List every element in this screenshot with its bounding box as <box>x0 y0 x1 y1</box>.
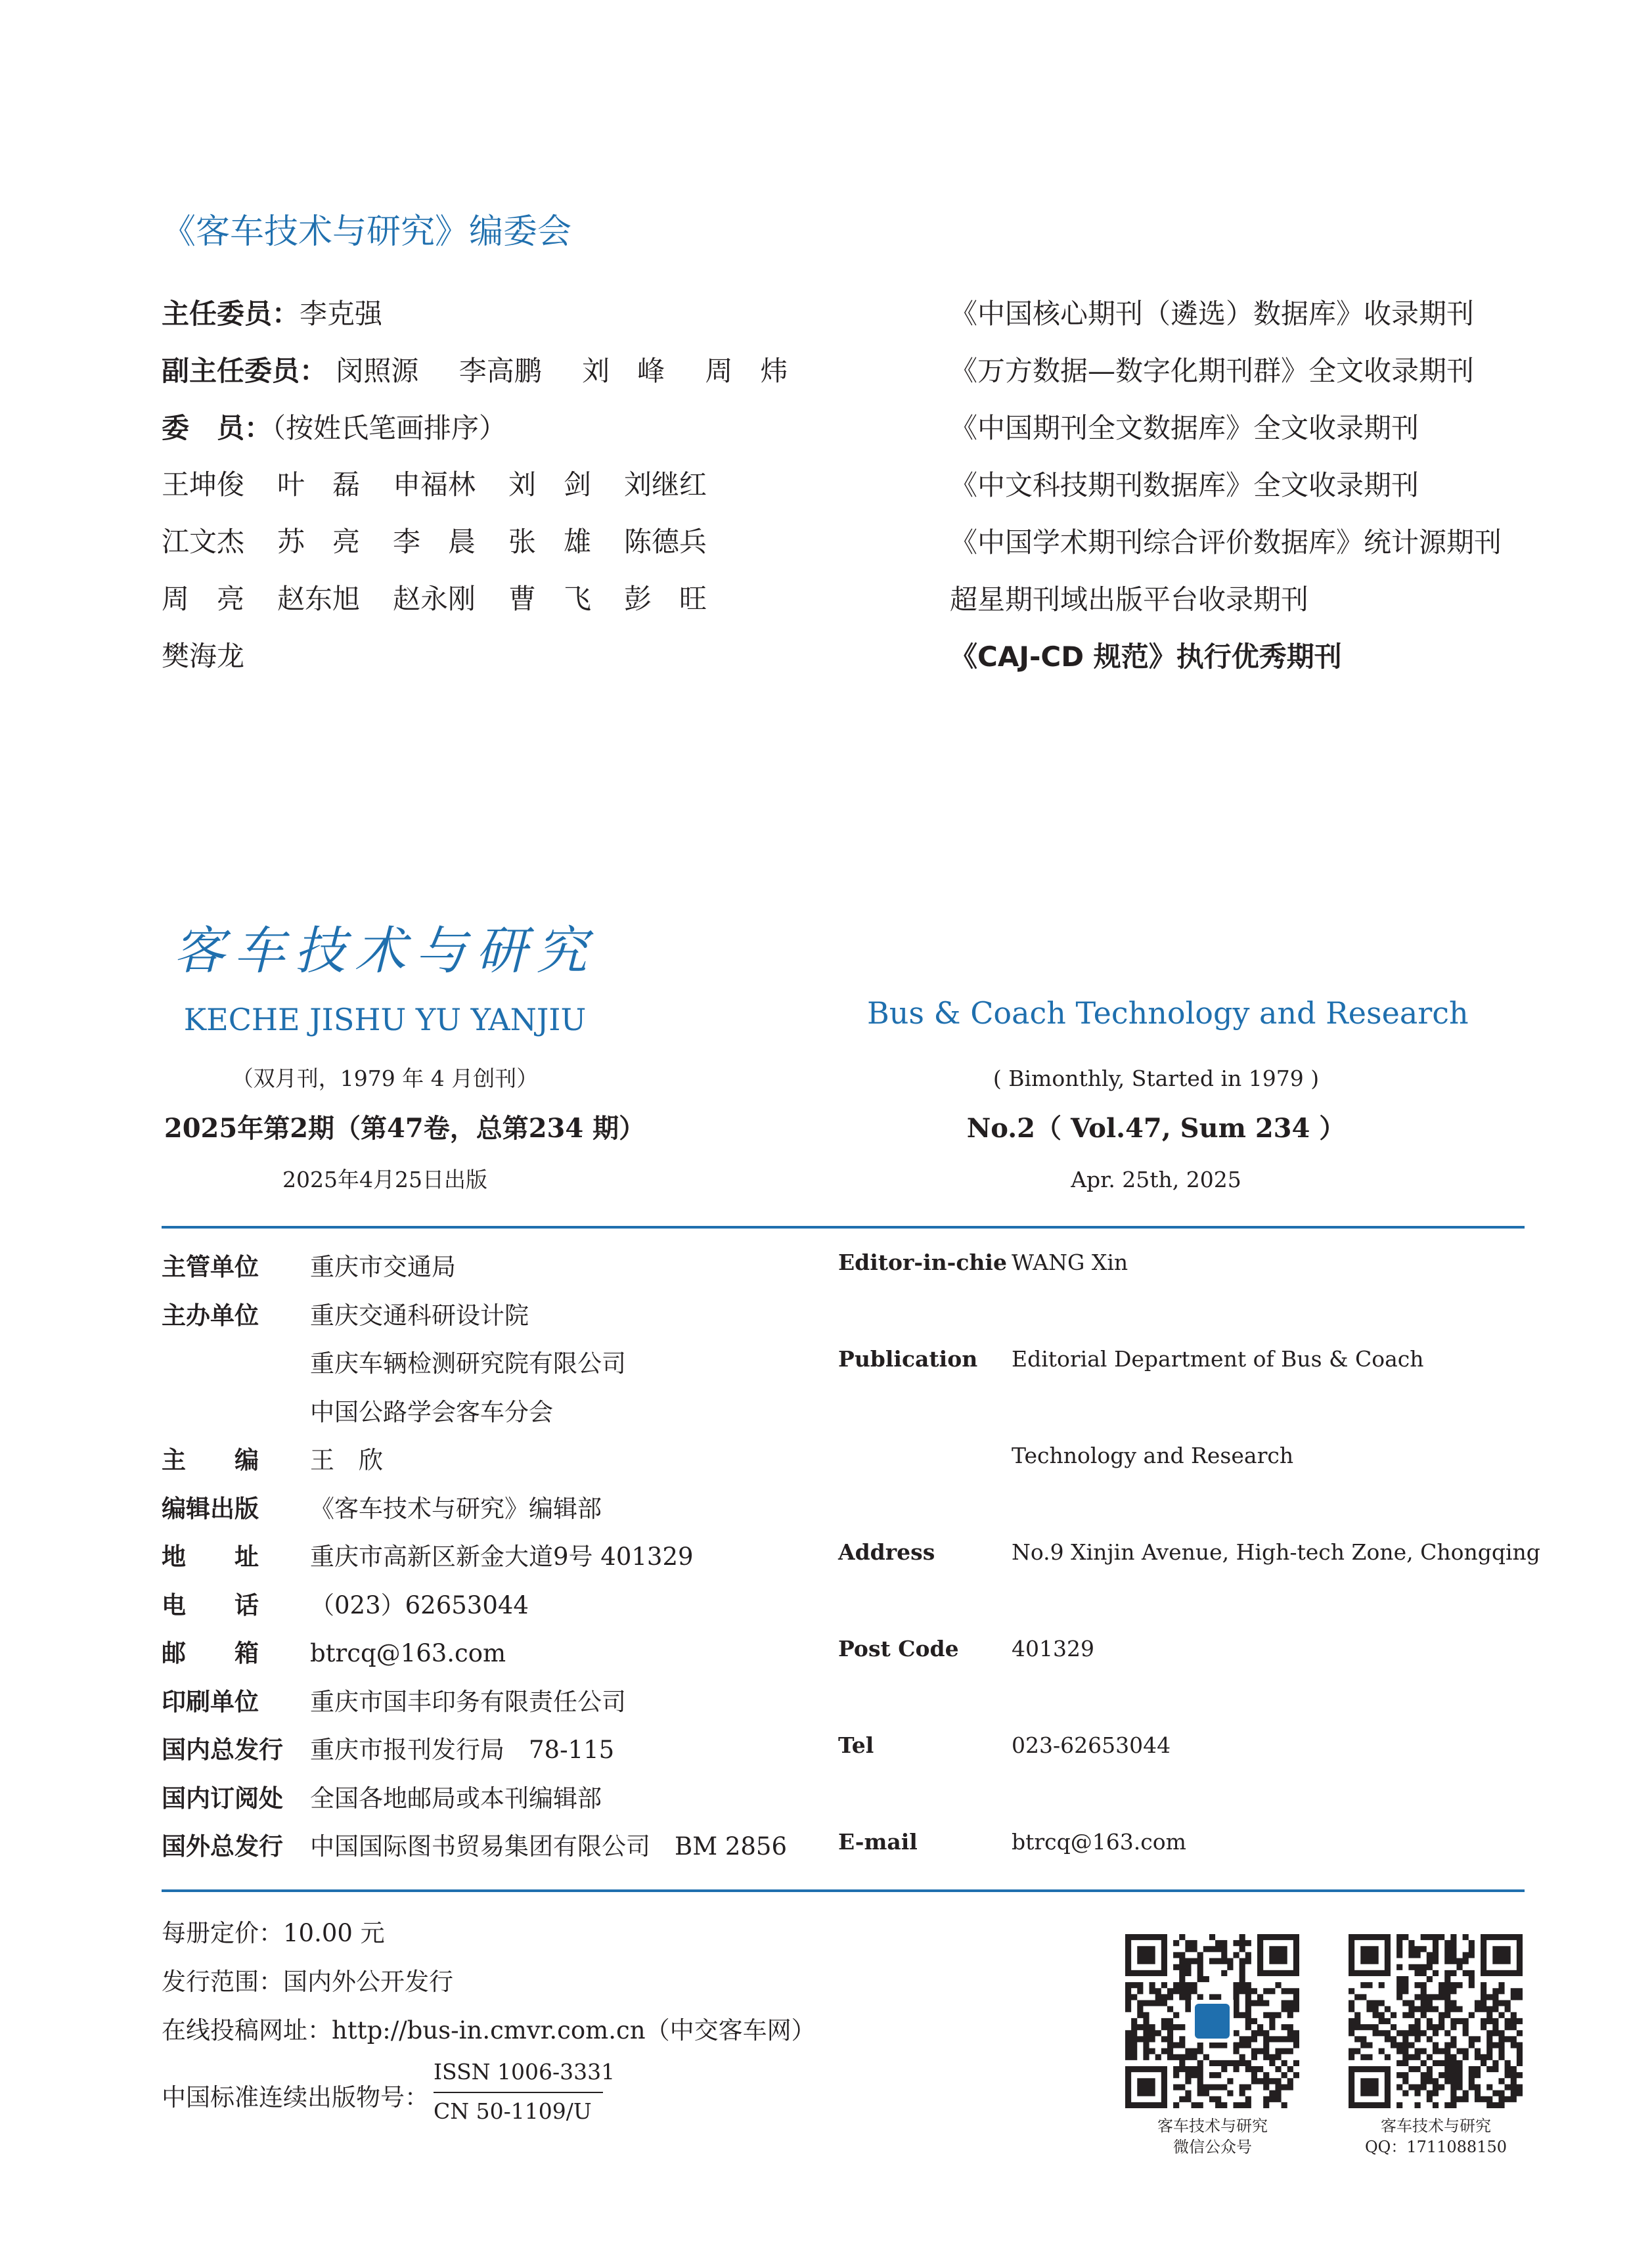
member-name: 李 晨 <box>393 526 476 558</box>
cn-info-label: 地 址 <box>162 1543 259 1571</box>
member-name: 江文杰 <box>162 526 245 558</box>
cn-info-value: 《客车技术与研究》编辑部 <box>310 1494 602 1523</box>
en-info-label: Post Code <box>838 1636 959 1661</box>
en-info-value: Technology and Research <box>1012 1443 1294 1468</box>
masthead-en-title: Bus & Coach Technology and Research <box>867 995 1469 1031</box>
indexing-item: 《万方数据—数字化期刊群》全文收录期刊 <box>950 355 1475 387</box>
cn-info-value: 重庆交通科研设计院 <box>310 1301 529 1330</box>
en-info-label: Publication <box>838 1346 978 1372</box>
en-info-row <box>838 1826 1540 1923</box>
cn-info-label: 国外总发行 <box>162 1832 283 1861</box>
en-info-row <box>838 1247 1540 1344</box>
footer-price: 每册定价：10.00 元 <box>162 1919 385 1947</box>
cn-info-table <box>162 1250 787 1878</box>
footer-website: 在线投稿网址：http://bus-in.cmvr.com.cn（中交客车网） <box>162 2016 816 2044</box>
cn-info-value: 全国各地邮局或本刊编辑部 <box>310 1784 602 1813</box>
masthead-cn-frequency: （双月刊，1979 年 4 月创刊） <box>231 1066 539 1091</box>
member-row <box>162 637 740 694</box>
cn-info-label: 主管单位 <box>162 1253 259 1281</box>
en-info-row <box>838 1344 1540 1440</box>
member-name: 刘 剑 <box>508 468 592 501</box>
masthead-en-issue: No.2（ Vol.47, Sum 234 ） <box>966 1113 1346 1144</box>
wechat-qr-caption <box>1107 2115 1318 2157</box>
cn-info-row <box>162 1491 787 1540</box>
indexing-item: 《中国学术期刊综合评价数据库》统计源期刊 <box>950 526 1502 558</box>
member-name: 苏 亮 <box>277 526 361 558</box>
footer-cn: CN 50-1109/U <box>434 2098 592 2124</box>
en-info-value: 023-62653044 <box>1012 1732 1171 1758</box>
masthead-en-date: Apr. 25th, 2025 <box>1071 1167 1241 1192</box>
indexing-item: 超星期刊域出版平台收录期刊 <box>950 583 1309 616</box>
cn-info-value: btrcq@163.com <box>310 1639 506 1667</box>
footer-serial-label: 中国标准连续出版物号： <box>162 2083 429 2111</box>
cn-info-row <box>162 1298 787 1347</box>
cn-info-value: 重庆车辆检测研究院有限公司 <box>310 1349 626 1378</box>
cn-info-row <box>162 1684 787 1733</box>
masthead-cn-date: 2025年4月25日出版 <box>282 1167 487 1192</box>
cn-info-value: 重庆市报刊发行局 78-115 <box>310 1736 615 1764</box>
member-name: 叶 磊 <box>277 468 361 501</box>
cn-info-row <box>162 1346 787 1395</box>
cn-info-value: （023）62653044 <box>310 1591 529 1619</box>
vice-member: 李高鹏 <box>458 355 542 387</box>
vice-label: 副主任委员： <box>162 355 328 387</box>
indexing-item: 《中文科技期刊数据库》全文收录期刊 <box>950 469 1419 501</box>
footer-scope: 发行范围：国内外公开发行 <box>162 1968 453 1996</box>
qr-caption-line: 客车技术与研究 <box>1381 2117 1491 2135</box>
members-note: （按姓氏笔画排序） <box>272 412 507 444</box>
cn-info-label: 邮 箱 <box>162 1639 259 1667</box>
wechat-qr-icon <box>1125 1934 1299 2108</box>
cn-info-row <box>162 1395 787 1443</box>
cn-info-label: 电 话 <box>162 1591 259 1619</box>
qq-qr-icon <box>1349 1934 1523 2108</box>
masthead-cn-title: 客车技术与研究 <box>173 922 596 981</box>
cn-info-row <box>162 1539 787 1588</box>
director-name: 李克强 <box>300 298 383 330</box>
member-row <box>162 522 740 579</box>
serial-divider <box>434 2092 603 2093</box>
en-info-value: No.9 Xinjin Avenue, High-tech Zone, Chongqing <box>1012 1539 1540 1565</box>
cn-info-label: 主办单位 <box>162 1301 259 1330</box>
member-name: 彭 旺 <box>624 583 707 615</box>
member-name: 申福林 <box>393 468 476 501</box>
members-label: 委 员： <box>162 412 273 444</box>
cn-info-row <box>162 1443 787 1491</box>
en-info-row <box>838 1730 1540 1826</box>
member-name: 王坤俊 <box>162 468 245 501</box>
member-name: 刘继红 <box>624 468 707 501</box>
cn-info-value: 中国公路学会客车分会 <box>310 1397 553 1426</box>
cn-info-value: 重庆市高新区新金大道9号 401329 <box>310 1543 694 1571</box>
masthead-cn-issue: 2025年第2期（第47卷，总第234 期） <box>164 1113 646 1144</box>
member-name: 赵东旭 <box>277 583 361 615</box>
en-info-label: Editor-in-chie <box>838 1250 1007 1275</box>
en-info-value: Editorial Department of Bus & Coach <box>1012 1346 1424 1372</box>
cn-info-row <box>162 1781 787 1830</box>
cn-info-row <box>162 1588 787 1637</box>
board-members-grid <box>162 465 740 694</box>
cn-info-row <box>162 1250 787 1298</box>
cn-info-row <box>162 1732 787 1781</box>
qr-caption-line: 客车技术与研究 <box>1157 2117 1268 2135</box>
divider-top <box>162 1226 1525 1229</box>
divider-bottom <box>162 1889 1525 1892</box>
qq-qr-caption <box>1331 2115 1541 2157</box>
vice-member: 刘 峰 <box>582 355 665 387</box>
en-info-table <box>838 1247 1540 1923</box>
member-row <box>162 465 740 522</box>
member-name: 张 雄 <box>508 526 592 558</box>
indexing-list <box>950 294 1502 694</box>
member-name: 樊海龙 <box>162 640 245 672</box>
qr-caption-line: QQ：1711088150 <box>1364 2138 1507 2156</box>
en-info-label: E-mail <box>838 1829 918 1855</box>
indexing-item: 《CAJ-CD 规范》执行优秀期刊 <box>950 641 1342 673</box>
cn-info-label: 国内总发行 <box>162 1736 283 1764</box>
cn-info-value: 王 欣 <box>310 1446 383 1474</box>
cn-info-label: 印刷单位 <box>162 1687 259 1716</box>
en-info-label: Tel <box>838 1732 874 1758</box>
en-info-value: WANG Xin <box>1012 1250 1128 1275</box>
board-vice-row <box>162 351 788 391</box>
cn-info-value: 重庆市国丰印务有限责任公司 <box>310 1687 626 1716</box>
footer-issn: ISSN 1006-3331 <box>434 2059 615 2085</box>
board-members-label-row <box>162 409 506 448</box>
member-name: 曹 飞 <box>508 583 592 615</box>
en-info-label: Address <box>838 1539 935 1565</box>
cn-info-value: 中国国际图书贸易集团有限公司 BM 2856 <box>310 1832 787 1861</box>
qr-caption-line: 微信公众号 <box>1173 2138 1252 2156</box>
indexing-item: 《中国期刊全文数据库》全文收录期刊 <box>950 412 1419 444</box>
cn-info-label: 编辑出版 <box>162 1494 259 1523</box>
indexing-item: 《中国核心期刊（遴选）数据库》收录期刊 <box>950 298 1475 330</box>
cn-info-value: 重庆市交通局 <box>310 1253 456 1281</box>
en-info-row <box>838 1633 1540 1730</box>
masthead-pinyin: KECHE JISHU YU YANJIU <box>183 1002 587 1037</box>
board-title: 《客车技术与研究》编委会 <box>162 212 572 252</box>
cn-info-row <box>162 1829 787 1878</box>
en-info-row <box>838 1537 1540 1633</box>
en-info-value: btrcq@163.com <box>1012 1829 1186 1855</box>
masthead-en-frequency: ( Bimonthly, Started in 1979 ) <box>993 1066 1320 1091</box>
member-name: 周 亮 <box>162 583 245 615</box>
member-name: 赵永刚 <box>393 583 476 615</box>
en-info-value: 401329 <box>1012 1636 1094 1661</box>
cn-info-label: 国内订阅处 <box>162 1784 283 1813</box>
vice-member: 周 炜 <box>705 355 788 387</box>
director-label: 主任委员： <box>162 298 300 330</box>
en-info-row <box>838 1440 1540 1537</box>
member-name: 陈德兵 <box>624 526 707 558</box>
cn-info-label: 主 编 <box>162 1446 259 1474</box>
vice-member: 闵照源 <box>336 355 419 387</box>
member-row <box>162 579 740 637</box>
board-director-row <box>162 294 382 334</box>
cn-info-row <box>162 1636 787 1684</box>
